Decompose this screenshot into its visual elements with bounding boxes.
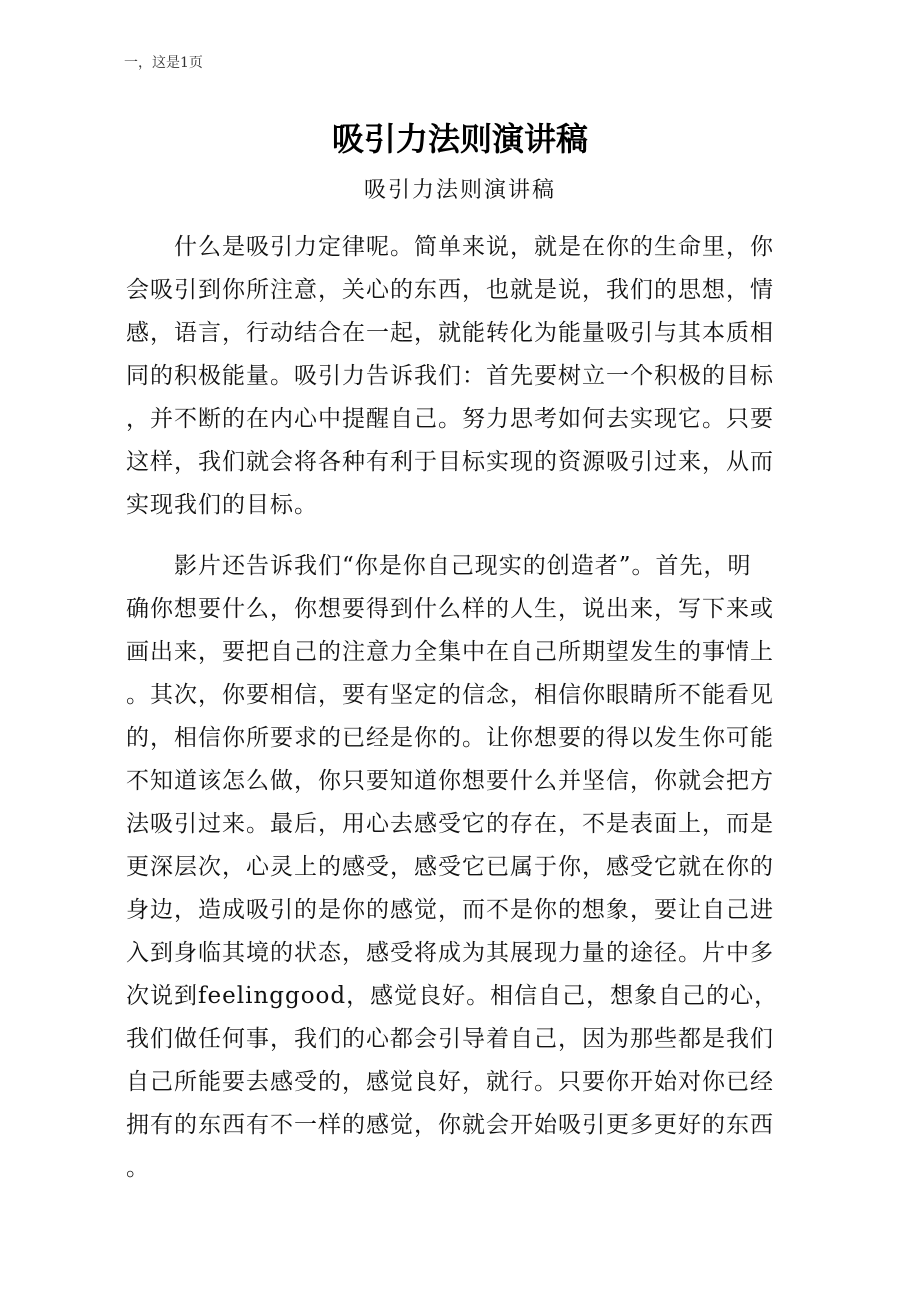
text-line: 次说到feelinggood，感觉良好。相信自己，想象自己的心， bbox=[126, 983, 779, 1009]
text-line: 同的积极能量。吸引力告诉我们：首先要树立一个积极的目标 bbox=[126, 363, 774, 389]
text-line: 实现我们的目标。 bbox=[126, 492, 318, 518]
text-line: 确你想要什么，你想要得到什么样的人生，说出来，写下来或 bbox=[126, 596, 774, 622]
text-line: 。其次，你要相信，要有坚定的信念，相信你眼睛所不能看见 bbox=[126, 682, 774, 708]
text-line: 会吸引到你所注意，关心的东西，也就是说，我们的思想，情 bbox=[126, 277, 774, 303]
text-line: 这样，我们就会将各种有利于目标实现的资源吸引过来，从而 bbox=[126, 449, 774, 475]
text-line: 我们做任何事，我们的心都会引导着自己，因为那些都是我们 bbox=[126, 1026, 774, 1052]
text-line: 。 bbox=[126, 1155, 150, 1181]
text-line: 什么是吸引力定律呢。简单来说，就是在你的生命里，你 bbox=[174, 234, 774, 260]
text-line: 更深层次，心灵上的感受，感受它已属于你，感受它就在你的 bbox=[126, 854, 774, 880]
document-subtitle: 吸引力法则演讲稿 bbox=[363, 178, 556, 203]
text-line: 法吸引过来。最后，用心去感受它的存在，不是表面上，而是 bbox=[126, 811, 774, 837]
text-line: 影片还告诉我们“你是你自己现实的创造者”。首先，明 bbox=[174, 553, 752, 579]
text-line: 的，相信你所要求的已经是你的。让你想要的得以发生你可能 bbox=[126, 725, 774, 751]
page-header: 一，这是1页 bbox=[124, 55, 203, 71]
text-line: 身边，造成吸引的是你的感觉，而不是你的想象，要让自己进 bbox=[126, 897, 774, 923]
text-line: 画出来，要把自己的注意力全集中在自己所期望发生的事情上 bbox=[126, 639, 774, 665]
text-line: 感，语言，行动结合在一起，就能转化为能量吸引与其本质相 bbox=[126, 320, 774, 346]
text-line: 自己所能要去感受的，感觉良好，就行。只要你开始对你已经 bbox=[126, 1069, 774, 1095]
text-line: 入到身临其境的状态，感受将成为其展现力量的途径。片中多 bbox=[126, 940, 774, 966]
text-line: 拥有的东西有不一样的感觉，你就会开始吸引更多更好的东西 bbox=[126, 1112, 774, 1138]
text-line: 不知道该怎么做，你只要知道你想要什么并坚信，你就会把方 bbox=[126, 768, 774, 794]
text-line: ，并不断的在内心中提醒自己。努力思考如何去实现它。只要 bbox=[126, 406, 774, 432]
document-title: 吸引力法则演讲稿 bbox=[331, 120, 588, 158]
